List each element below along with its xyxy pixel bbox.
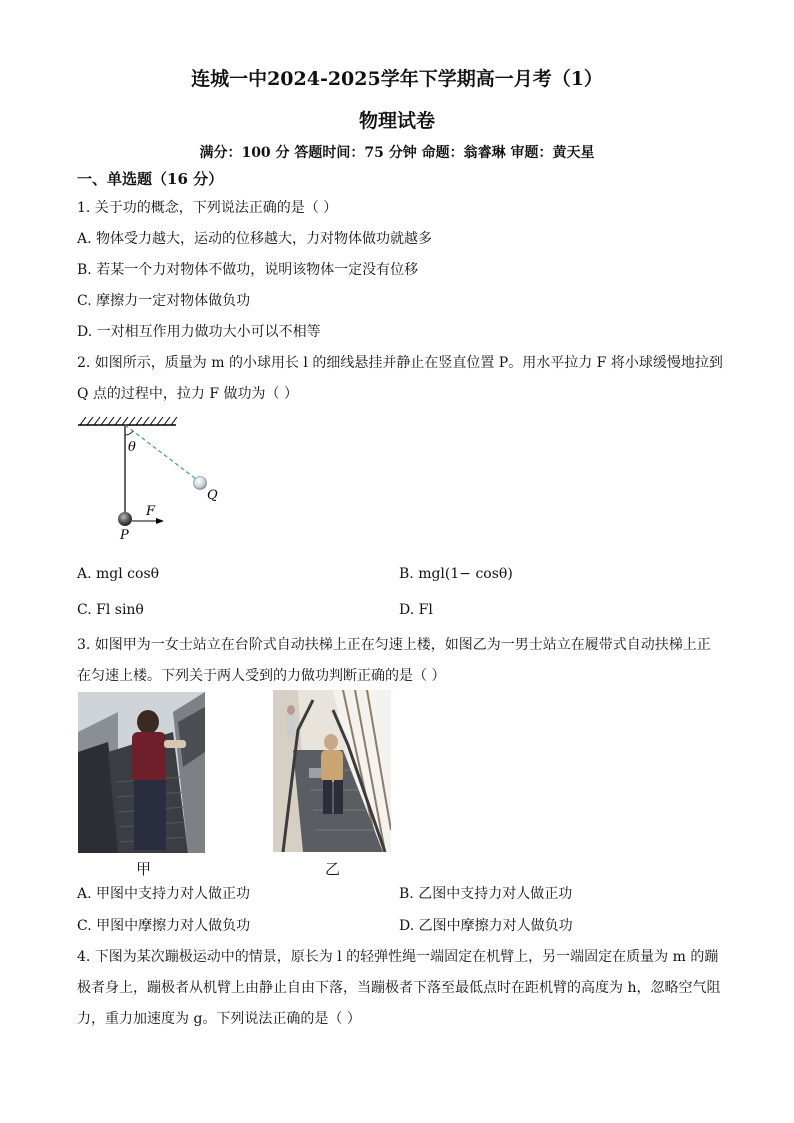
q4-stem-line2: 极者身上，蹦极者从机臂上由静止自由下落，当蹦极者下落至最低点时在距机臂的高度为 h，忽略空气阻: [77, 980, 721, 996]
q1-option-b: B. 若某一个力对物体不做功，说明该物体一定没有位移: [77, 262, 419, 278]
f-label: F: [146, 504, 156, 519]
angle-arc: [125, 431, 133, 435]
q4-stem-line1: 4. 下图为某次蹦极运动中的情景，原长为 l 的轻弹性绳一端固定在机臂上，另一端固定在质量为 m 的蹦: [77, 949, 719, 965]
q2-option-c: C. Fl sinθ: [77, 602, 144, 618]
caption-yi: 乙: [325, 860, 341, 878]
q4-stem-line3: 力，重力加速度为 g。下列说法正确的是（ ）: [77, 1011, 361, 1027]
exam-title: 连城一中2024-2025学年下学期高一月考（1）: [191, 68, 603, 90]
q2-stem-line1: 2. 如图所示，质量为 m 的小球用长 l 的细线悬挂并静止在竖直位置 P。用水平拉力 F 将小球缓慢地拉到: [77, 355, 723, 371]
p-label: P: [120, 528, 129, 543]
q1-option-d: D. 一对相互作用力做功大小可以不相等: [77, 324, 321, 340]
q3-stem-line2: 在匀速上楼。下列关于两人受到的力做功判断正确的是（ ）: [77, 668, 446, 684]
q3-option-c: C. 甲图中摩擦力对人做负功: [77, 918, 251, 934]
caption-jia: 甲: [136, 860, 152, 878]
dashed-string: [125, 425, 200, 482]
q1-option-a: A. 物体受力越大，运动的位移越大，力对物体做功就越多: [77, 231, 433, 247]
q2-option-a: A. mgl cosθ: [77, 566, 160, 582]
pendulum-figure: [76, 414, 226, 544]
ball-p: [118, 512, 132, 526]
exam-subtitle: 物理试卷: [358, 110, 435, 132]
q3-option-b: B. 乙图中支持力对人做正功: [399, 886, 573, 902]
q3-stem-line1: 3. 如图甲为一女士站立在台阶式自动扶梯上正在匀速上楼，如图乙为一男士站立在履带式自动扶梯上正: [77, 637, 711, 653]
q2-option-d: D. Fl: [399, 602, 433, 618]
q3-option-d: D. 乙图中摩擦力对人做负功: [399, 918, 573, 934]
q1-stem: 1. 关于功的概念，下列说法正确的是（ ）: [77, 200, 338, 216]
q2-option-b: B. mgl(1− cosθ): [399, 566, 513, 582]
q-label: Q: [207, 488, 218, 503]
section-title: 一、单选题（16 分）: [77, 170, 224, 188]
ceiling-hatch: [78, 417, 177, 425]
escalator-photo-jia: [78, 692, 205, 853]
q2-stem-line2: Q 点的过程中，拉力 F 做功为（ ）: [77, 386, 298, 402]
q1-option-c: C. 摩擦力一定对物体做负功: [77, 293, 251, 309]
walkway-photo-yi: [273, 690, 391, 852]
force-arrowhead: [156, 518, 164, 524]
theta-label: θ: [128, 440, 136, 455]
exam-meta: 满分：100 分 答题时间：75 分钟 命题：翁睿琳 审题：黄天星: [199, 145, 595, 161]
ball-q: [194, 477, 207, 490]
q3-option-a: A. 甲图中支持力对人做正功: [77, 886, 251, 902]
